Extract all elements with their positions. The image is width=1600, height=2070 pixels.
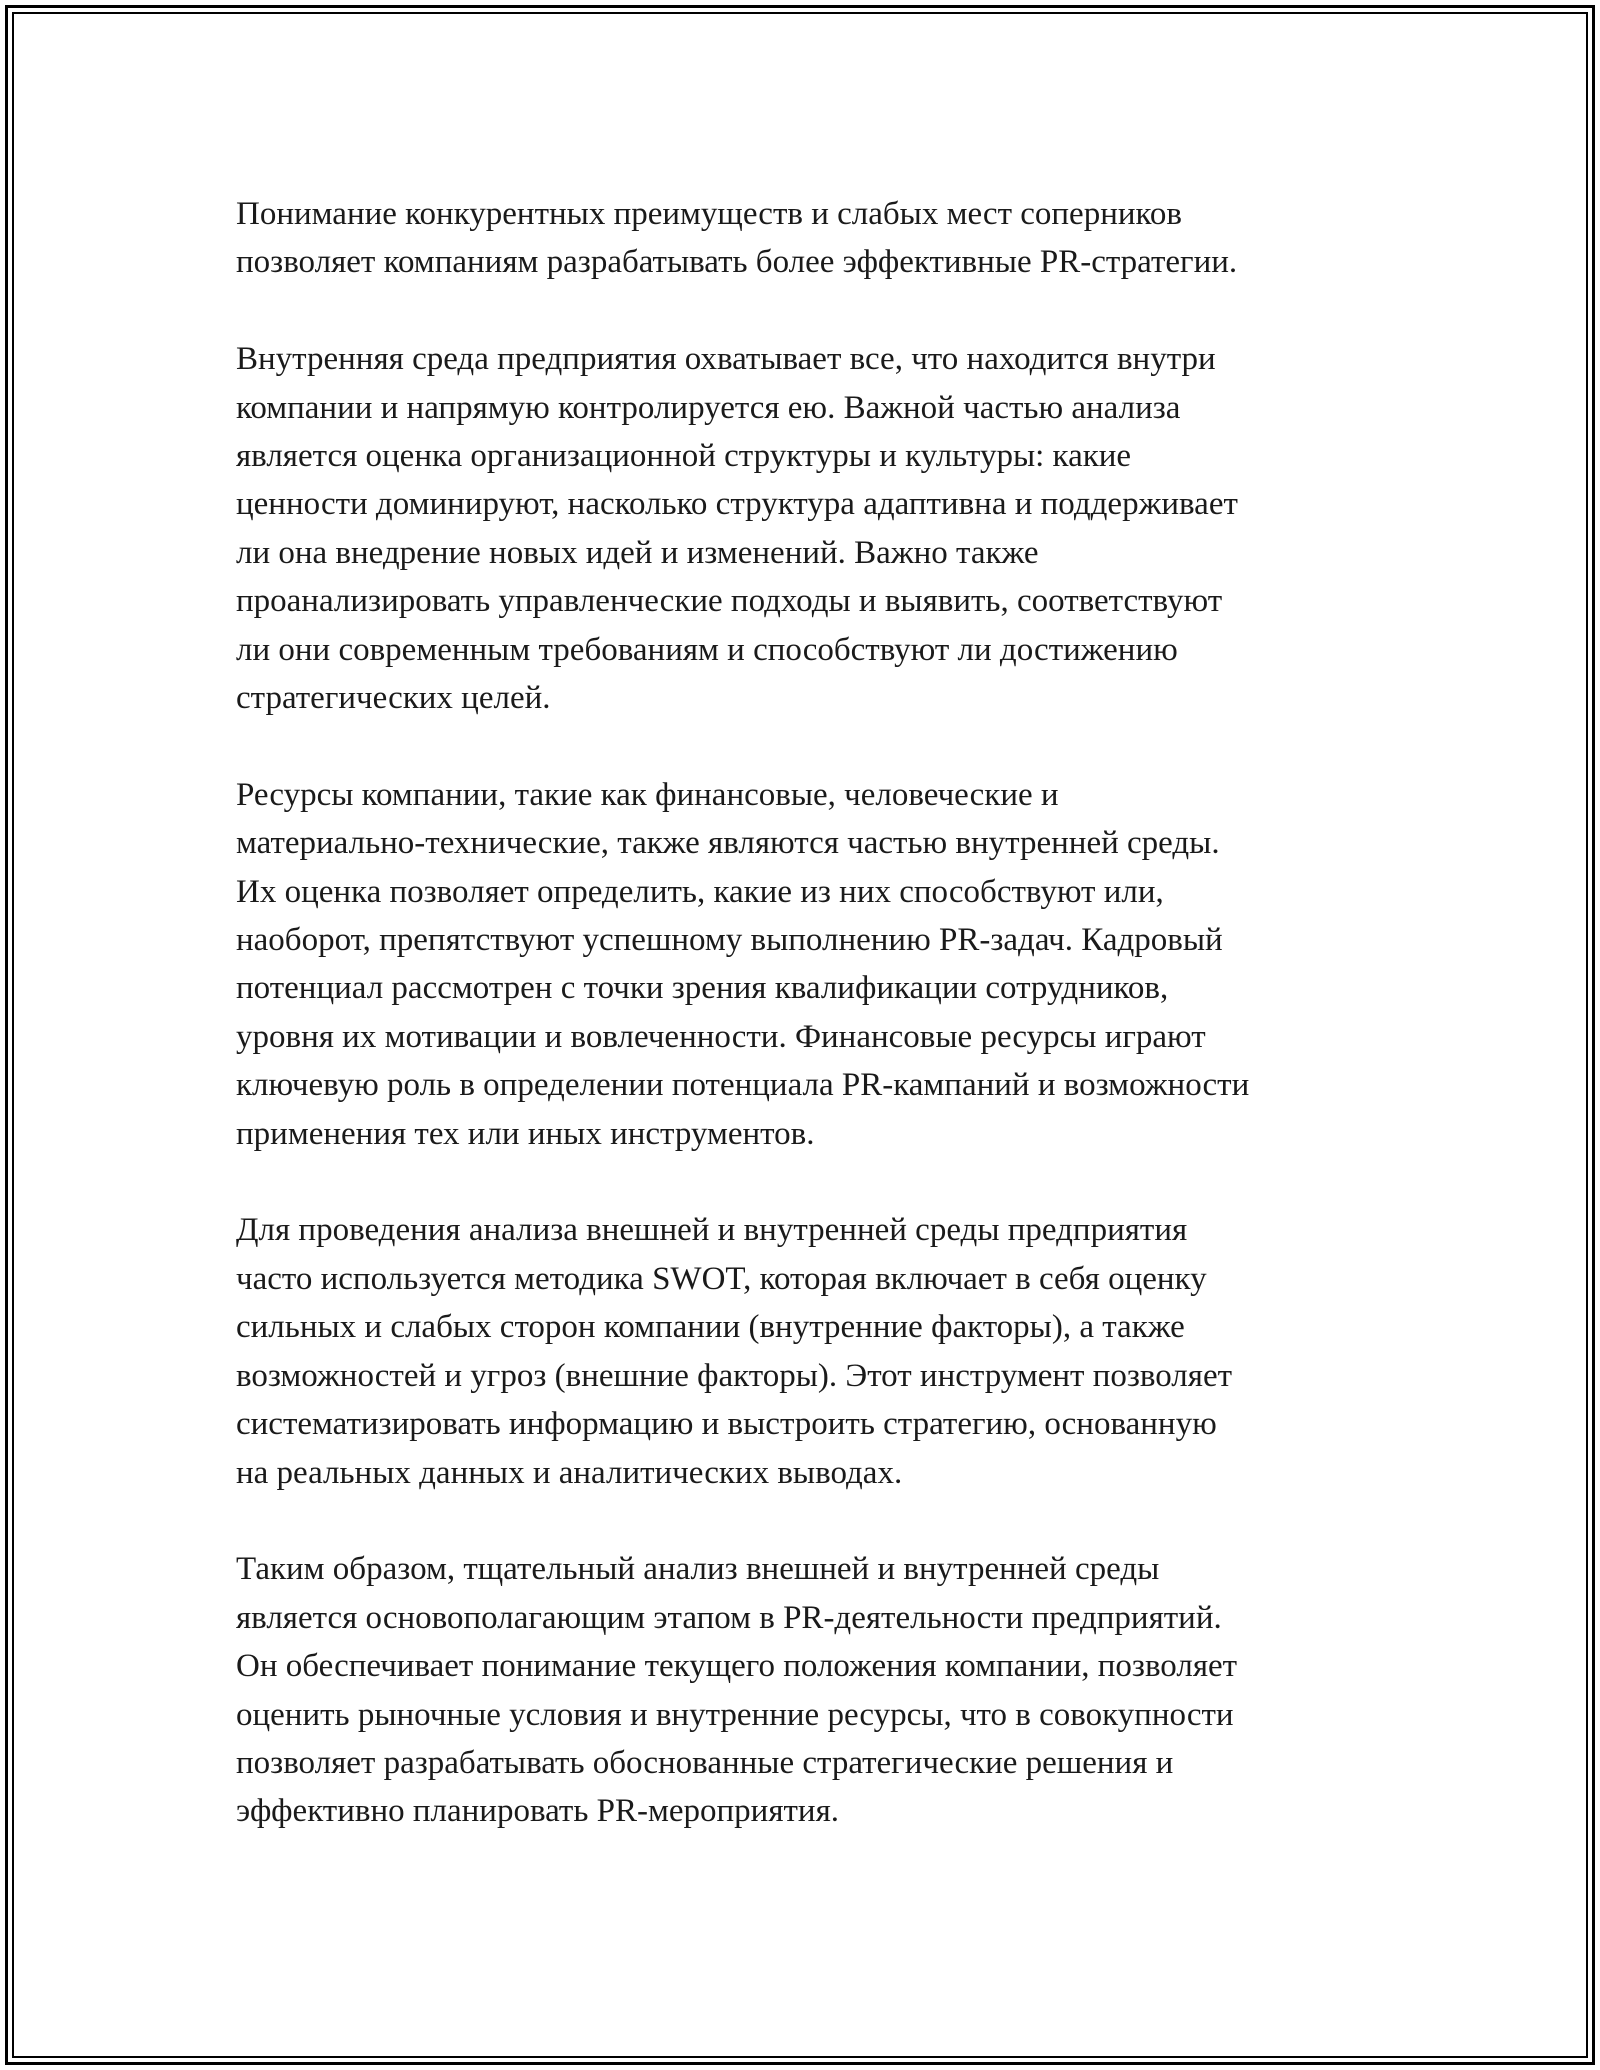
document-body — [236, 190, 1396, 1836]
paragraph-swot-analysis: Для проведения анализа внешней и внутренней среды предприятия часто используется методика SWOT, которая включает в себя оценку сильных и слабых сторон компании (внутренние факторы), а также возможностей и угроз (внешние факторы). Этот инструмент позволяет систематизировать информацию и выстроить стратегию, основанную на реальных данных и аналитических выводах. — [236, 1212, 1233, 1491]
paragraph-company-resources: Ресурсы компании, такие как финансовые, человеческие и материально-технические, также являются частью внутренней среды. Их оценка позволяет определить, какие из них способствуют или, наоборот, препятствуют успешному выполнению PR-задач. Кадровый потенциал рассмотрен с точки зрения квалификации сотрудников, уровня их мотивации и вовлеченности. Финансовые ресурсы играют ключевую роль в определении потенциала PR-кампаний и возможности применения тех или иных инструментов. — [236, 776, 1250, 1152]
paragraph-conclusion: Таким образом, тщательный анализ внешней и внутренней среды является основополагающим этапом в PR-деятельности предприятий. Он обеспечивает понимание текущего положения компании, позволяет оценить рыночные условия и внутренние ресурсы, что в совокупности позволяет разрабатывать обоснованные стратегические решения и эффективно планировать PR-мероприятия. — [236, 1551, 1238, 1830]
paragraph-competitive-advantages: Понимание конкурентных преимуществ и слабых мест соперников позволяет компаниям разрабатывать более эффективные PR-стратегии. — [236, 196, 1238, 281]
paragraph-internal-environment: Внутренняя среда предприятия охватывает все, что находится внутри компании и напрямую контролируется ею. Важной частью анализа является оценка организационной структуры и культуры: какие ценности доминируют, насколько структура адаптивна и поддерживает ли она внедрение новых идей и изменений. Важно также проанализировать управленческие подходы и выявить, соответствуют ли они современным требованиям и способствуют ли достижению стратегических целей. — [236, 341, 1238, 717]
